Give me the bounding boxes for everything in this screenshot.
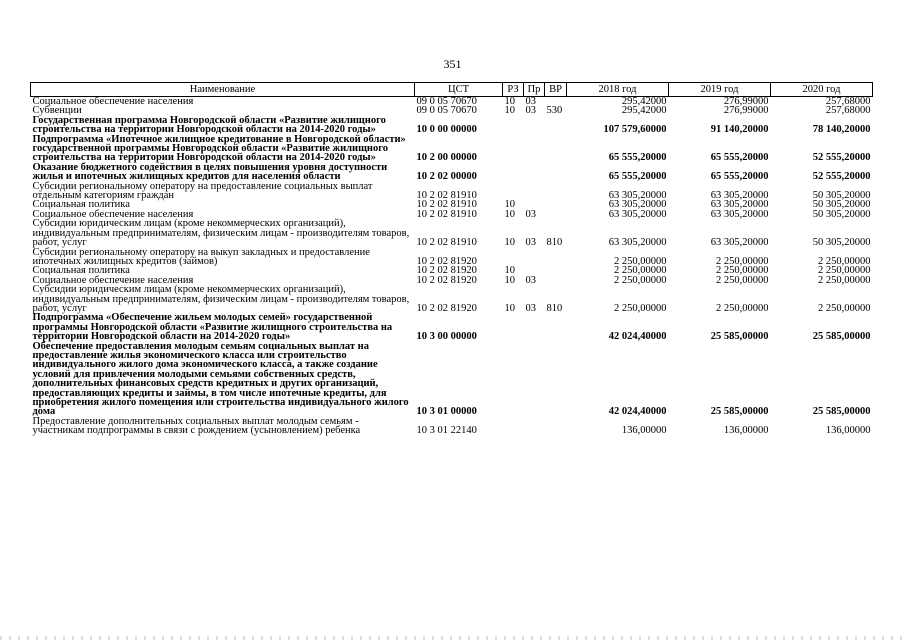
row-cst: 10 3 01 00000 <box>416 406 477 418</box>
row-name: Субсидии региональному оператору на предоставление социальных выплат отдельным категориям граждан <box>32 180 373 202</box>
row-value-2020: 50 305,20000 <box>812 190 871 202</box>
row-rz: 10 <box>504 302 515 314</box>
row-rz: 10 <box>504 208 515 220</box>
row-cst: 10 2 02 81910 <box>416 190 477 202</box>
header-name: Наименование <box>31 83 415 97</box>
scan-artifact <box>0 636 905 640</box>
row-pr <box>524 135 545 163</box>
row-cst: 10 2 02 81910 <box>416 199 477 211</box>
row-value-2020: 2 250,00000 <box>818 302 871 314</box>
row-vr <box>545 248 567 267</box>
row-name: Субсидии юридическим лицам (кроме некоммерческих организаций), индивидуальным предпринимателям, физическим лицам - производителям товаров, работ, услуг <box>32 284 410 314</box>
header-2019: 2019 год <box>669 83 771 97</box>
row-value-2018: 295,42000 <box>621 105 667 117</box>
header-cst: ЦСТ <box>415 83 503 97</box>
row-value-2020: 52 555,20000 <box>812 152 871 164</box>
row-rz <box>503 248 524 267</box>
row-cst: 10 3 00 00000 <box>416 331 477 343</box>
row-value-2019: 65 555,20000 <box>710 152 769 164</box>
row-value-2019: 63 305,20000 <box>710 190 769 202</box>
row-pr <box>524 163 545 182</box>
row-cst: 10 2 02 81920 <box>416 274 477 286</box>
row-value-2018: 65 555,20000 <box>608 152 667 164</box>
row-value-2018: 63 305,20000 <box>608 190 667 202</box>
row-name: Социальное обеспечение населения <box>32 274 194 286</box>
row-cst: 10 2 02 81920 <box>416 265 477 277</box>
row-value-2019: 2 250,00000 <box>716 265 769 277</box>
row-value-2018: 63 305,20000 <box>608 237 667 249</box>
row-value-2019: 91 140,20000 <box>710 124 769 136</box>
row-rz <box>503 163 524 182</box>
row-vr <box>545 417 567 436</box>
row-cst: 10 2 02 81910 <box>416 208 477 220</box>
row-vr: 530 <box>546 105 563 117</box>
row-value-2019: 65 555,20000 <box>710 171 769 183</box>
row-value-2020: 50 305,20000 <box>812 208 871 220</box>
row-cst: 09 0 05 70670 <box>416 96 477 107</box>
row-value-2018: 2 250,00000 <box>614 302 667 314</box>
row-value-2018: 2 250,00000 <box>614 274 667 286</box>
row-value-2020: 52 555,20000 <box>812 171 871 183</box>
row-cst: 10 2 02 00000 <box>416 171 477 183</box>
row-vr: 810 <box>546 302 563 314</box>
row-rz: 10 <box>504 105 515 117</box>
row-name: Оказание бюджетного содействия в целях повышения уровня доступности жилья и ипотечных жилищных кредитов для населения области <box>32 161 388 183</box>
row-rz <box>503 342 524 417</box>
row-vr <box>545 342 567 417</box>
row-value-2020: 136,00000 <box>825 425 871 437</box>
row-cst: 10 2 00 00000 <box>416 152 477 164</box>
row-value-2018: 65 555,20000 <box>608 171 667 183</box>
row-vr <box>545 276 567 285</box>
row-vr <box>545 163 567 182</box>
row-cst: 09 0 05 70670 <box>416 105 477 117</box>
row-rz <box>503 116 524 135</box>
row-value-2020: 25 585,00000 <box>812 406 871 418</box>
table-row <box>31 248 873 267</box>
row-vr <box>545 313 567 341</box>
row-value-2019: 2 250,00000 <box>716 274 769 286</box>
row-rz <box>503 313 524 341</box>
header-vr: ВР <box>545 83 567 97</box>
row-name: Субсидии юридическим лицам (кроме некоммерческих организаций), индивидуальным предпринимателям, физическим лицам - производителям товаров, работ, услуг <box>32 218 410 249</box>
row-value-2020: 2 250,00000 <box>818 274 871 286</box>
row-value-2019: 63 305,20000 <box>710 208 769 220</box>
row-vr <box>545 182 567 201</box>
row-value-2018: 295,42000 <box>621 96 667 107</box>
row-value-2019: 63 305,20000 <box>710 199 769 211</box>
table-row <box>31 219 873 247</box>
row-cst: 10 2 02 81920 <box>416 302 477 314</box>
row-value-2020: 257,68000 <box>825 96 871 107</box>
budget-table <box>30 82 873 436</box>
row-rz: 10 <box>504 274 515 286</box>
row-value-2019: 63 305,20000 <box>710 237 769 249</box>
row-rz: 10 <box>504 199 515 211</box>
header-pr: Пр <box>524 83 545 97</box>
row-name: Социальная политика <box>32 199 130 211</box>
row-value-2018: 42 024,40000 <box>608 331 667 343</box>
row-pr: 03 <box>525 105 536 117</box>
row-cst: 10 0 00 00000 <box>416 124 477 136</box>
row-rz <box>503 417 524 436</box>
row-vr <box>545 200 567 209</box>
table-row <box>31 417 873 436</box>
row-value-2020: 2 250,00000 <box>818 255 871 267</box>
row-cst: 10 3 01 22140 <box>416 425 477 437</box>
table-row <box>31 163 873 182</box>
table-row <box>31 116 873 135</box>
row-name: Государственная программа Новгородской области «Развитие жилищного строительства на территории Новгородской области на 2014-2020 годы» <box>32 114 386 136</box>
row-value-2018: 63 305,20000 <box>608 199 667 211</box>
row-value-2018: 42 024,40000 <box>608 406 667 418</box>
row-cst: 10 2 02 81910 <box>416 237 477 249</box>
page-number: 351 <box>443 57 462 71</box>
row-value-2018: 107 579,60000 <box>603 124 667 136</box>
row-value-2020: 50 305,20000 <box>812 237 871 249</box>
row-name: Социальное обеспечение населения <box>32 96 194 107</box>
row-value-2020: 2 250,00000 <box>818 265 871 277</box>
row-vr <box>545 135 567 163</box>
row-name: Субсидии региональному оператору на выкуп закладных и предоставление ипотечных жилищных кредитов (займов) <box>32 246 370 267</box>
row-rz: 10 <box>504 96 515 107</box>
table-row <box>31 135 873 163</box>
row-pr <box>524 182 545 201</box>
row-name: Подпрограмма «Ипотечное жилищное кредитование в Новгородской области» государственной программы Новгородской области «Развитие жилищного строительства на территории Новгородской области на 2014-2020 годы» <box>32 133 406 164</box>
row-pr: 03 <box>525 237 536 249</box>
row-pr <box>524 248 545 267</box>
row-value-2018: 136,00000 <box>621 425 667 437</box>
row-pr <box>524 417 545 436</box>
row-rz <box>503 135 524 163</box>
row-name: Обеспечение предоставления молодым семьям социальных выплат на предоставление жилья экономического класса или строительство индивидуального жилого дома экономического класса, а также создание условий для привлечения молодыми семьями собственных средств, дополнительных финансовых средств кредитных и других организаций, предоставляющих кредиты и займы, в том числе ипотечные кредиты, для приобретения жилого помещения или строительства индивидуального жилого дома <box>32 340 409 418</box>
row-pr <box>524 313 545 341</box>
header-2020: 2020 год <box>771 83 873 97</box>
row-pr: 03 <box>525 208 536 220</box>
row-value-2019: 25 585,00000 <box>710 406 769 418</box>
table-header-row <box>31 83 873 97</box>
table-row <box>31 313 873 341</box>
header-rz: РЗ <box>503 83 524 97</box>
row-cst: 10 2 02 81920 <box>416 255 477 267</box>
row-rz <box>503 182 524 201</box>
row-name: Подпрограмма «Обеспечение жильем молодых семей» государственной программы Новгородской области «Развитие жилищного строительства на территории Новгородской области на 2014-2020 годы» <box>32 312 393 343</box>
row-vr <box>545 116 567 135</box>
row-value-2018: 63 305,20000 <box>608 208 667 220</box>
table-row <box>31 342 873 417</box>
row-value-2019: 2 250,00000 <box>716 302 769 314</box>
row-value-2019: 136,00000 <box>723 425 769 437</box>
row-value-2020: 78 140,20000 <box>812 124 871 136</box>
row-pr: 03 <box>525 96 536 107</box>
row-rz: 10 <box>504 265 515 277</box>
row-pr: 03 <box>525 302 536 314</box>
row-pr <box>524 342 545 417</box>
row-name: Социальное обеспечение населения <box>32 208 194 220</box>
row-vr <box>545 210 567 219</box>
row-value-2019: 2 250,00000 <box>716 255 769 267</box>
row-value-2020: 25 585,00000 <box>812 331 871 343</box>
row-name: Субвенции <box>32 105 82 117</box>
row-value-2020: 50 305,20000 <box>812 199 871 211</box>
row-rz: 10 <box>504 237 515 249</box>
table-row <box>31 285 873 313</box>
row-name: Социальная политика <box>32 265 130 277</box>
row-vr <box>545 266 567 275</box>
row-value-2018: 2 250,00000 <box>614 265 667 277</box>
row-pr: 03 <box>525 274 536 286</box>
table-row <box>31 182 873 201</box>
row-value-2018: 2 250,00000 <box>614 255 667 267</box>
row-value-2019: 276,99000 <box>723 96 769 107</box>
row-value-2020: 257,68000 <box>825 105 871 117</box>
row-value-2019: 276,99000 <box>723 105 769 117</box>
row-vr: 810 <box>546 237 563 249</box>
header-2018: 2018 год <box>567 83 669 97</box>
row-name: Предоставление дополнительных социальных выплат молодым семьям - участникам подпрограммы в связи с рождением (усыновлением) ребенка <box>32 415 361 437</box>
row-pr <box>524 116 545 135</box>
row-value-2019: 25 585,00000 <box>710 331 769 343</box>
